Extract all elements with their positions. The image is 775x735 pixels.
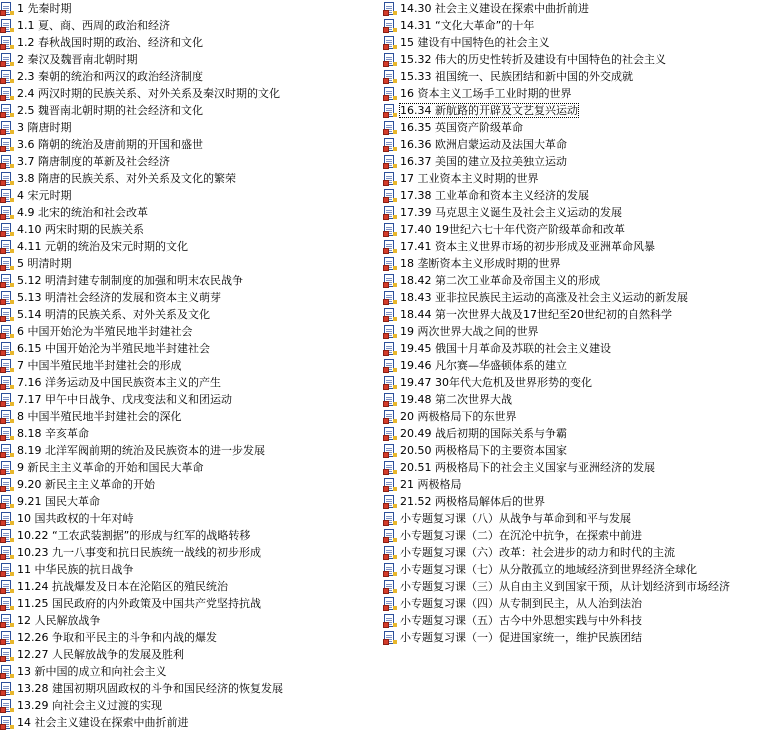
document-icon [0,223,14,237]
document-icon [383,257,397,271]
file-item[interactable] [0,17,383,34]
file-item-label: 20.49 战后初期的国际关系与争霸 [400,427,567,440]
file-item[interactable] [383,510,775,527]
file-item[interactable] [383,17,775,34]
file-item-label: 19.47 30年代大危机及世界形势的变化 [400,376,592,389]
file-item-label: 9.20 新民主主义革命的开始 [17,478,155,491]
document-icon [0,393,14,407]
document-icon [383,376,397,390]
file-item[interactable] [0,272,383,289]
file-item-label: 11 中华民族的抗日战争 [17,563,134,576]
document-icon [383,274,397,288]
document-icon [0,138,14,152]
document-icon [383,410,397,424]
document-icon [0,359,14,373]
file-item[interactable] [0,289,383,306]
document-icon [0,716,14,730]
document-icon [383,206,397,220]
document-icon [383,172,397,186]
file-item-label: 16 资本主义工场手工业时期的世界 [400,87,572,100]
document-icon [0,427,14,441]
file-item[interactable] [383,357,775,374]
file-item-label: 13 新中国的成立和向社会主义 [17,665,167,678]
document-icon [0,308,14,322]
file-item[interactable] [383,442,775,459]
file-item[interactable] [383,51,775,68]
file-item-label: 10.23 九一八事变和抗日民族统一战线的初步形成 [17,546,261,559]
file-item-label: 19.46 凡尔赛—华盛顿体系的建立 [400,359,567,372]
file-item-label: 9 新民主主义革命的开始和国民大革命 [17,461,204,474]
document-icon [383,563,397,577]
file-item[interactable] [0,187,383,204]
file-item-label: 19.45 俄国十月革命及苏联的社会主义建设 [400,342,611,355]
file-item[interactable] [0,578,383,595]
file-item[interactable] [0,374,383,391]
file-item-label: 小专题复习课（二）在沉沦中抗争，在探索中前进 [400,529,642,542]
file-item[interactable] [383,34,775,51]
file-item[interactable] [383,391,775,408]
document-icon [383,512,397,526]
file-item-label: 15.33 祖国统一、民族团结和新中国的外交成就 [400,70,633,83]
file-item[interactable] [383,204,775,221]
document-icon [0,240,14,254]
file-item[interactable] [383,374,775,391]
file-item-label: 1.1 夏、商、西周的政治和经济 [17,19,170,32]
document-icon [0,580,14,594]
file-item[interactable] [0,85,383,102]
file-item-label: 2.3 秦朝的统治和两汉的政治经济制度 [17,70,203,83]
document-icon [0,665,14,679]
file-item[interactable] [0,221,383,238]
file-item-label: 小专题复习课（六）改革：社会进步的动力和时代的主流 [400,546,675,559]
file-item-label: 5 明清时期 [17,257,72,270]
file-item-label: 小专题复习课（三）从自由主义到国家干预，从计划经济到市场经济 [400,580,730,593]
file-item-label: 21.52 两极格局解体后的世界 [400,495,545,508]
file-item[interactable] [0,68,383,85]
file-item[interactable] [0,680,383,697]
file-item[interactable] [0,238,383,255]
file-item-label: 8.19 北洋军阀前期的统治及民族资本的进一步发展 [17,444,265,457]
document-icon [0,699,14,713]
file-item-label: 15 建设有中国特色的社会主义 [400,36,550,49]
document-icon [383,614,397,628]
document-icon [383,580,397,594]
file-item-label: 9.21 国民大革命 [17,495,100,508]
file-item[interactable] [383,425,775,442]
file-item[interactable] [383,170,775,187]
file-item[interactable] [0,0,383,17]
document-icon [0,155,14,169]
file-item[interactable] [0,527,383,544]
file-item-label: 6 中国开始沦为半殖民地半封建社会 [17,325,193,338]
file-list-left-column [0,0,383,731]
file-item-label: 2 秦汉及魏晋南北朝时期 [17,53,138,66]
file-item-label: 10 国共政权的十年对峙 [17,512,134,525]
file-item[interactable] [0,544,383,561]
file-item[interactable] [383,544,775,561]
document-icon [383,546,397,560]
file-item-label: 18.42 第二次工业革命及帝国主义的形成 [400,274,600,287]
document-icon [0,376,14,390]
document-icon [0,189,14,203]
document-icon [0,512,14,526]
file-item-label: 15.32 伟大的历史性转折及建设有中国特色的社会主义 [400,53,666,66]
file-item[interactable] [0,51,383,68]
file-item-label: 14 社会主义建设在探索中曲折前进 [17,716,189,729]
file-item-label: 16.35 英国资产阶级革命 [400,121,523,134]
file-item[interactable] [0,204,383,221]
file-item[interactable] [0,561,383,578]
document-icon [0,36,14,50]
file-item-label: 21 两极格局 [400,478,462,491]
document-icon [383,342,397,356]
file-item-label: 17.40 19世纪六七十年代资产阶级革命和改革 [400,223,625,236]
file-item[interactable] [383,408,775,425]
file-item[interactable] [0,102,383,119]
document-icon [0,87,14,101]
file-item-label: 12.26 争取和平民主的斗争和内战的爆发 [17,631,217,644]
document-icon [383,87,397,101]
file-item-label: 3.8 隋唐的民族关系、对外关系及文化的繁荣 [17,172,236,185]
file-item-label: 5.13 明清社会经济的发展和资本主义萌芽 [17,291,221,304]
file-item[interactable] [383,153,775,170]
file-item-label: 8.18 辛亥革命 [17,427,89,440]
document-icon [0,682,14,696]
document-icon [0,53,14,67]
document-icon [0,410,14,424]
document-icon [0,444,14,458]
file-item-label: 14.31 “文化大革命”的十年 [400,19,535,32]
file-item-label: 12 人民解放战争 [17,614,101,627]
file-item[interactable] [0,459,383,476]
file-item-label: 2.5 魏晋南北朝时期的社会经济和文化 [17,104,203,117]
file-item-label: 11.24 抗战爆发及日本在沦陷区的殖民统治 [17,580,228,593]
document-icon [0,104,14,118]
document-icon [0,529,14,543]
file-item[interactable] [0,663,383,680]
file-item[interactable] [0,34,383,51]
document-icon [0,19,14,33]
file-list-right-column [383,0,775,646]
document-icon [383,461,397,475]
document-icon [0,342,14,356]
file-item[interactable] [0,425,383,442]
file-item-label: 7.17 甲午中日战争、戊戌变法和义和团运动 [17,393,232,406]
document-icon [383,121,397,135]
file-item-label: 19.48 第二次世界大战 [400,393,512,406]
file-item-label: 20.50 两极格局下的主要资本国家 [400,444,567,457]
file-item-label: 1.2 春秋战国时期的政治、经济和文化 [17,36,203,49]
document-icon [0,2,14,16]
file-item[interactable] [383,187,775,204]
file-item[interactable] [0,646,383,663]
document-icon [383,529,397,543]
file-item[interactable] [0,119,383,136]
file-item-label: 14.30 社会主义建设在探索中曲折前进 [400,2,589,15]
document-icon [383,70,397,84]
file-item-label: 7 中国半殖民地半封建社会的形成 [17,359,182,372]
file-item[interactable] [383,255,775,272]
file-item[interactable] [0,714,383,731]
file-item[interactable] [0,170,383,187]
file-item[interactable] [0,255,383,272]
document-icon [383,478,397,492]
document-icon [383,444,397,458]
document-icon [0,478,14,492]
document-icon [0,597,14,611]
document-icon [383,291,397,305]
document-icon [383,240,397,254]
file-item[interactable] [0,153,383,170]
file-item-label: 3 隋唐时期 [17,121,72,134]
document-icon [0,563,14,577]
document-icon [0,648,14,662]
file-item[interactable] [383,238,775,255]
document-icon [0,291,14,305]
file-item[interactable] [0,510,383,527]
file-item-label: 小专题复习课（七）从分散孤立的地域经济到世界经济全球化 [400,563,697,576]
document-icon [383,393,397,407]
file-item[interactable] [0,595,383,612]
file-item[interactable] [383,221,775,238]
file-item[interactable] [383,102,775,119]
file-item-label: 19 两次世界大战之间的世界 [400,325,539,338]
file-item[interactable] [0,306,383,323]
file-item[interactable] [383,578,775,595]
document-icon [383,2,397,16]
document-icon [383,189,397,203]
file-item-label: 18.44 第一次世界大战及17世纪至20世纪初的自然科学 [400,308,672,321]
file-item[interactable] [383,272,775,289]
document-icon [0,274,14,288]
file-item-label: 小专题复习课（五）古今中外思想实践与中外科技 [400,614,642,627]
file-item-label: 17.38 工业革命和资本主义经济的发展 [400,189,589,202]
file-item-label: 18.43 亚非拉民族民主运动的高涨及社会主义运动的新发展 [400,291,688,304]
file-item[interactable] [383,612,775,629]
file-item-label: 17 工业资本主义时期的世界 [400,172,539,185]
file-item-label: 6.15 中国开始沦为半殖民地半封建社会 [17,342,210,355]
document-icon [0,206,14,220]
document-icon [383,138,397,152]
document-icon [383,308,397,322]
file-item[interactable] [0,408,383,425]
file-item-label: 17.39 马克思主义诞生及社会主义运动的发展 [400,206,622,219]
file-item[interactable] [383,85,775,102]
document-icon [383,325,397,339]
file-item-label: 16.34 新航路的开辟及文艺复兴运动 [400,104,578,117]
file-item[interactable] [0,357,383,374]
file-item[interactable] [383,136,775,153]
file-item-label: 20.51 两极格局下的社会主义国家与亚洲经济的发展 [400,461,655,474]
document-icon [383,155,397,169]
file-item-label: 11.25 国民政府的内外政策及中国共产党坚持抗战 [17,597,261,610]
document-icon [383,495,397,509]
document-icon [0,614,14,628]
file-item[interactable] [383,595,775,612]
file-item[interactable] [0,612,383,629]
file-item[interactable] [0,391,383,408]
file-item-label: 1 先秦时期 [17,2,72,15]
file-item[interactable] [383,476,775,493]
file-item[interactable] [0,697,383,714]
file-item-label: 2.4 两汉时期的民族关系、对外关系及秦汉时期的文化 [17,87,280,100]
document-icon [0,461,14,475]
document-icon [0,70,14,84]
file-item[interactable] [383,323,775,340]
file-item[interactable] [383,493,775,510]
file-item[interactable] [0,323,383,340]
document-icon [0,121,14,135]
file-item-label: 3.7 隋唐制度的革新及社会经济 [17,155,170,168]
file-item-label: 16.37 美国的建立及拉美独立运动 [400,155,567,168]
file-item[interactable] [383,0,775,17]
file-item[interactable] [0,136,383,153]
file-item-label: 12.27 人民解放战争的发展及胜利 [17,648,184,661]
file-item[interactable] [383,561,775,578]
file-item-label: 小专题复习课（八）从战争与革命到和平与发展 [400,512,631,525]
file-item-label: 4.11 元朝的统治及宋元时期的文化 [17,240,188,253]
file-item-label: 16.36 欧洲启蒙运动及法国大革命 [400,138,567,151]
file-item-label: 13.29 向社会主义过渡的实现 [17,699,162,712]
file-item-label: 小专题复习课（四）从专制到民主，从人治到法治 [400,597,642,610]
file-item[interactable] [0,629,383,646]
file-item[interactable] [383,68,775,85]
file-item-label: 小专题复习课（一）促进国家统一，维护民族团结 [400,631,642,644]
document-icon [383,19,397,33]
file-item-label: 8 中国半殖民地半封建社会的深化 [17,410,182,423]
file-item-label: 4.9 北宋的统治和社会改革 [17,206,148,219]
document-icon [0,172,14,186]
file-item[interactable] [383,459,775,476]
file-item-label: 5.12 明清封建专制制度的加强和明末农民战争 [17,274,243,287]
file-item-label: 3.6 隋朝的统治及唐前期的开国和盛世 [17,138,203,151]
document-icon [0,631,14,645]
document-icon [0,325,14,339]
file-item[interactable] [383,527,775,544]
file-item-label: 10.22 “工农武装割据”的形成与红军的战略转移 [17,529,251,542]
file-item-label: 5.14 明清的民族关系、对外关系及文化 [17,308,210,321]
document-icon [0,546,14,560]
document-icon [383,53,397,67]
file-item[interactable] [0,340,383,357]
file-item[interactable] [0,442,383,459]
file-item-label: 4 宋元时期 [17,189,72,202]
file-item[interactable] [383,289,775,306]
file-item-label: 4.10 两宋时期的民族关系 [17,223,144,236]
document-icon [383,359,397,373]
file-item-label: 20 两极格局下的东世界 [400,410,517,423]
file-item-label: 17.41 资本主义世界市场的初步形成及亚洲革命风暴 [400,240,655,253]
file-item[interactable] [383,306,775,323]
file-item[interactable] [0,493,383,510]
file-item-label: 7.16 洋务运动及中国民族资本主义的产生 [17,376,221,389]
document-icon [0,257,14,271]
document-icon [383,597,397,611]
file-item[interactable] [383,629,775,646]
document-icon [383,36,397,50]
file-item[interactable] [383,340,775,357]
document-icon [0,495,14,509]
file-item-label: 13.28 建国初期巩固政权的斗争和国民经济的恢复发展 [17,682,283,695]
file-item[interactable] [383,119,775,136]
file-item-label: 18 垄断资本主义形成时期的世界 [400,257,561,270]
file-item[interactable] [0,476,383,493]
document-icon [383,427,397,441]
document-icon [383,631,397,645]
document-icon [383,223,397,237]
document-icon [383,104,397,118]
